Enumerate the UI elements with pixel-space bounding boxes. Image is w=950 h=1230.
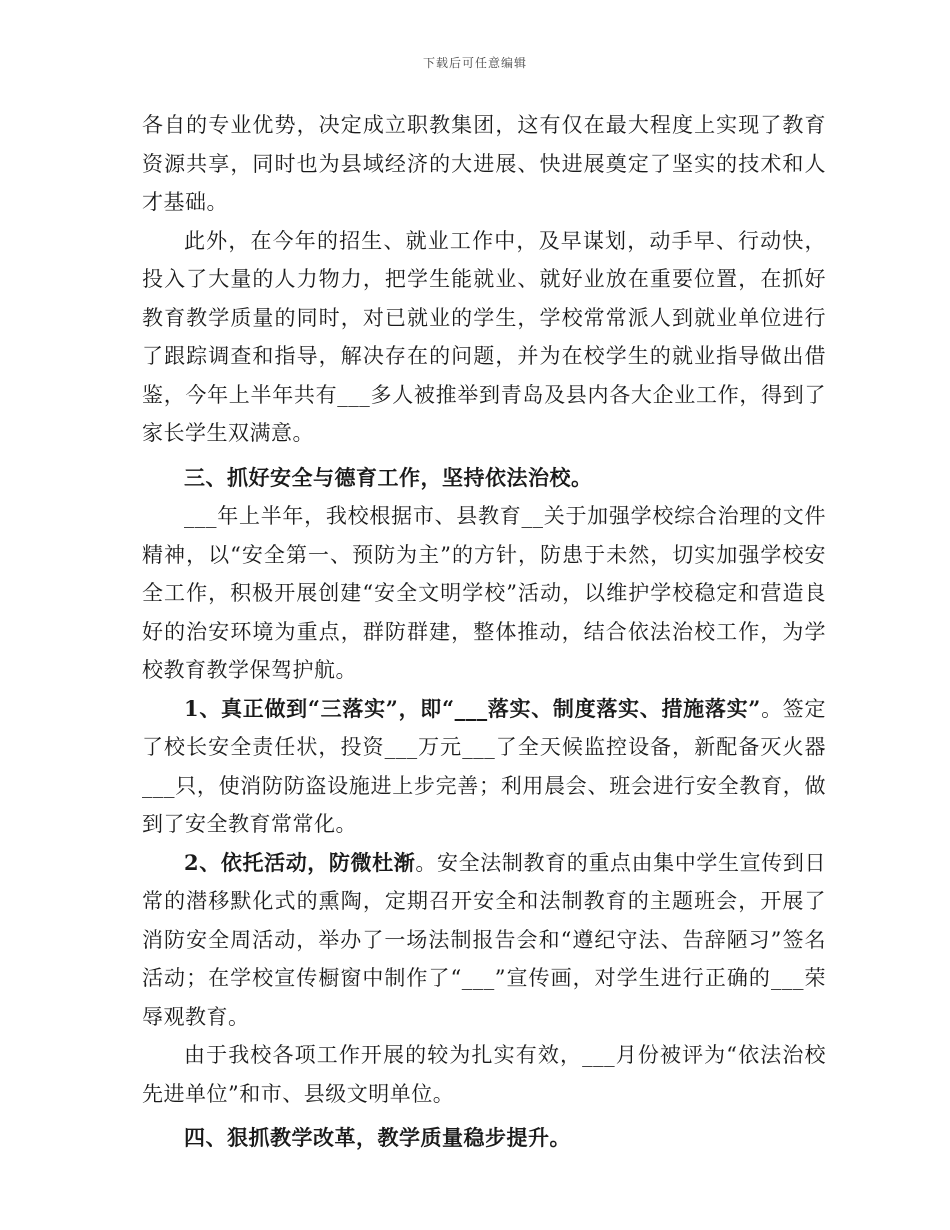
paragraph-body-three-implementations: 。签定了校长安全责任状，投资___万元___了全天候监控设备，新配备灭火器___只，使消防防盗设施进上步完善；利用晨会、班会进行安全教育，做到了安全教育常常化。 xyxy=(142,696,827,836)
paragraph-three-implementations xyxy=(142,690,826,844)
page-header-note: 下载后可任意编辑 xyxy=(422,56,527,70)
paragraph-awards: 由于我校各项工作开展的较为扎实有效，___月份被评为“依法治校先进单位”和市、县级文明单位。 xyxy=(142,1043,826,1106)
section-heading-safety: 三、抓好安全与德育工作，坚持依法治校。 xyxy=(184,464,593,490)
paragraph-lead-three-implementations: 1、真正做到“三落实”，即“___落实、制度落实、措施落实” xyxy=(184,695,761,721)
document-body xyxy=(142,106,826,1158)
paragraph-enrollment-employment: 此外，在今年的招生、就业工作中，及早谋划，动手早、行动快，投入了大量的人力物力，把学生能就业、就好业放在重要位置，在抓好教育教学质量的同时，对已就业的学生，学校常常派人到就业单位进行了跟踪调查和指导，解决存在的问题，并为在校学生的就业指导做出借鉴，今年上半年共有___多人被推举到青岛及县内各大企业工作，得到了家长学生双满意。 xyxy=(142,228,826,445)
paragraph-safety-overview: ___年上半年，我校根据市、县教育__关于加强学校综合治理的文件精神，以“安全第一、预防为主”的方针，防患于未然，切实加强学校安全工作，积极开展创建“安全文明学校”活动，以维护学校稳定和营造良好的治安环境为重点，群防群建，整体推动，结合依法治校工作，为学校教育教学保驾护航。 xyxy=(142,504,826,682)
paragraph-activities xyxy=(142,844,826,1037)
paragraph-continuation: 各自的专业优势，决定成立职教集团，这有仅在最大程度上实现了教育资源共享，同时也为县域经济的大进展、快进展奠定了坚实的技术和人才基础。 xyxy=(142,113,826,214)
section-heading-teaching-reform: 四、狠抓教学改革，教学质量稳步提升。 xyxy=(184,1125,571,1150)
paragraph-lead-activities: 2、依托活动，防微杜渐 xyxy=(184,849,416,875)
paragraph-body-activities: 。安全法制教育的重点由集中学生宣传到日常的潜移默化式的熏陶，定期召开安全和法制教育的主题班会，开展了消防安全周活动，举办了一场法制报告会和“遵纪守法、告辞陋习”签名活动；在学校宣传橱窗中制作了“___”宣传画，对学生进行正确的___荣辱观教育。 xyxy=(142,850,826,1029)
